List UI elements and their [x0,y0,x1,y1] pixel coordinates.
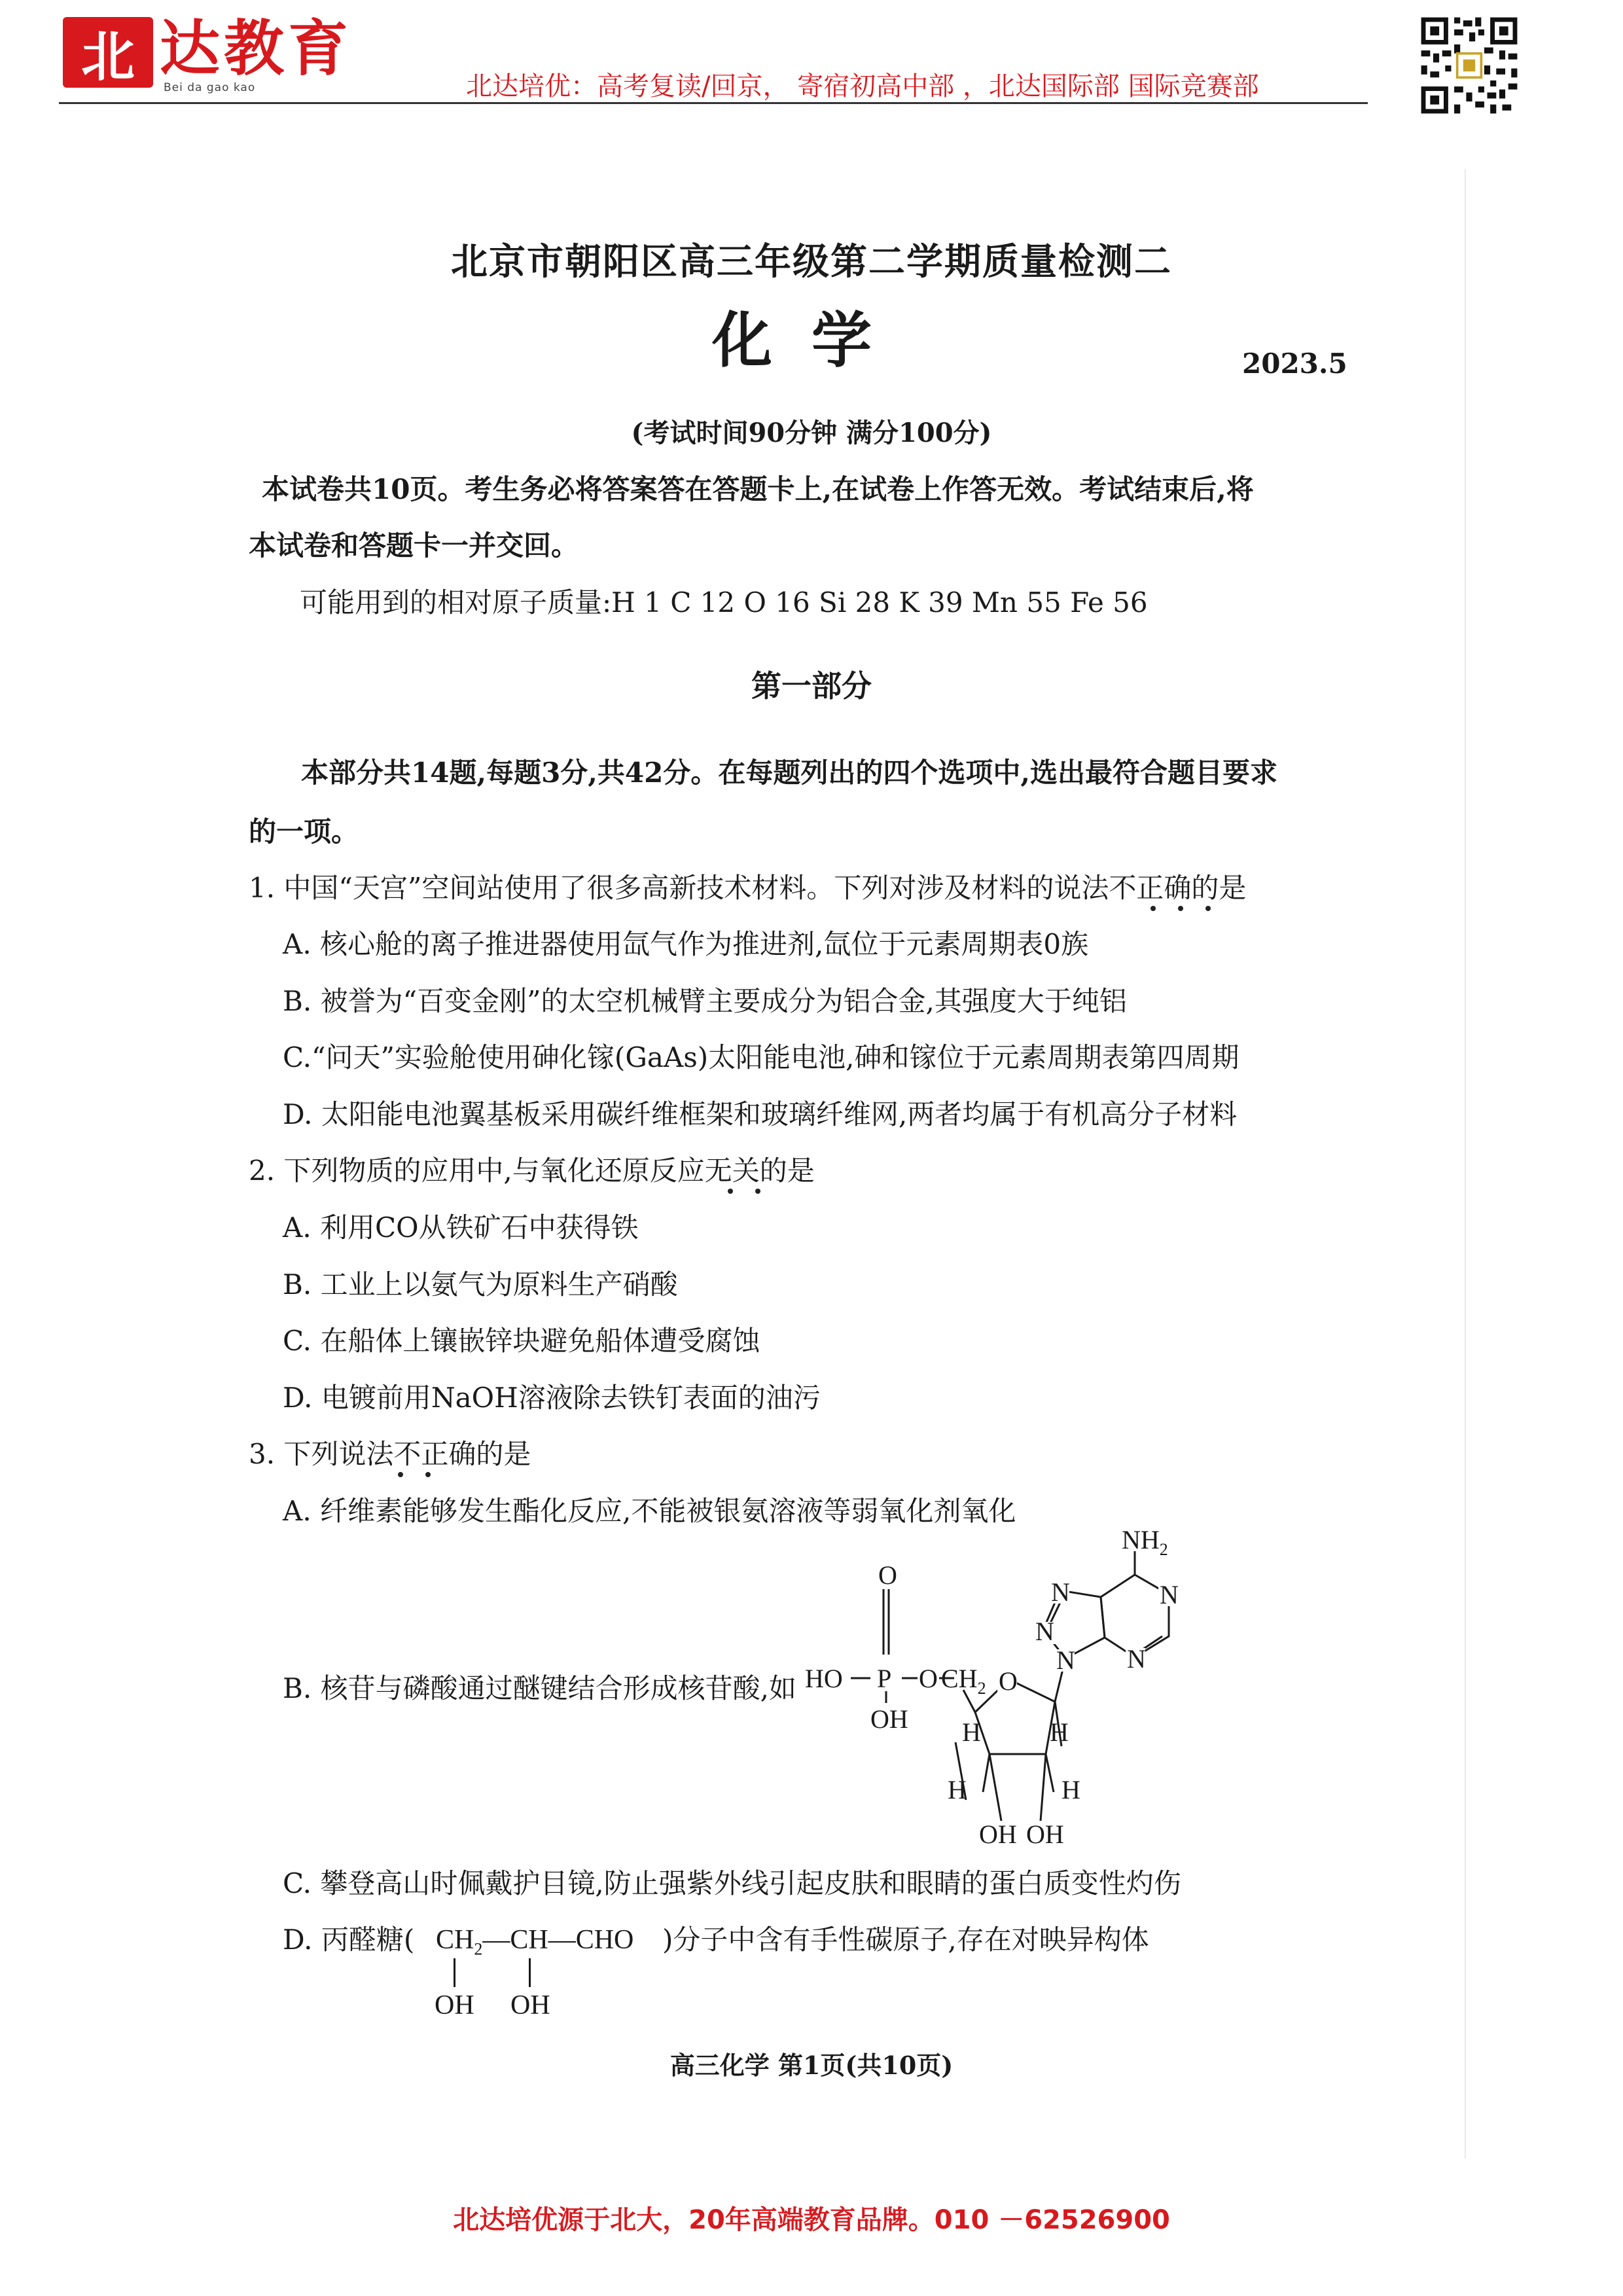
header-slogan: 北达培优：高考复读/回京， 寄宿初高中部 ，北达国际部 国际竞赛部 [466,71,1259,101]
question-2-stem: 2. 下列物质的应用中,与氧化还原反应无关的是 [249,1155,815,1187]
question-1-option-b[interactable]: B. 被誉为“百变金刚”的太空机械臂主要成分为铝合金,其强度大于纯铝 [283,985,1127,1017]
exam-title: 北京市朝阳区高三年级第二学期质量检测二 [451,240,1172,283]
part-description-1: 本部分共14题,每题3分,共42分。在每题列出的四个选项中,选出最符合题目要求 [301,757,1277,789]
ch2-ring-bond [963,1690,975,1712]
struct-n: N [1035,1617,1054,1646]
question-1-stem: 1. 中国“天宫”空间站使用了很多高新技术材料。下列对涉及材料的说法不正确的是 [249,872,1247,904]
struct-oh-p: OH [870,1704,908,1734]
struct-ho: HO [805,1664,843,1693]
emphasis-dot [1150,906,1156,911]
h-bond [1046,1754,1054,1792]
logo-text: 达教育 [160,13,353,84]
emphasis-dot [1178,906,1183,911]
logo-badge: 北 [63,17,153,88]
question-3-option-d-suffix: )分子中含有手性碳原子,存在对映异构体 [662,1924,1149,1956]
oh-bond [990,1754,1001,1821]
question-1-option-c[interactable]: C.“问天”实验舱使用砷化镓(GaAs)太阳能电池,砷和镓位于元素周期表第四周期 [283,1041,1240,1073]
question-3-option-c[interactable]: C. 攀登高山时佩戴护目镜,防止强紫外线引起皮肤和眼睛的蛋白质变性灼伤 [283,1867,1181,1899]
footer-advert: 北达培优源于北大，20年高端教育品牌。010 －62526900 [453,2205,1170,2235]
emphasis-dot [1205,906,1211,911]
struct-n: N [1127,1644,1146,1674]
glyceraldehyde-formula: $CH_2—CH—CHO$ [436,1925,634,1959]
logo-subtitle: Bei da gao kao [164,81,256,94]
scan-edge [1465,169,1466,2159]
question-2-option-c[interactable]: C. 在船体上镶嵌锌块避免船体遭受腐蚀 [283,1325,760,1357]
struct-nh2: $NH_2$ [1122,1525,1168,1559]
struct-h: H [962,1717,981,1747]
question-2-option-b[interactable]: B. 工业上以氨气为原料生产硝酸 [283,1268,678,1300]
h-bond [983,1754,990,1792]
page-footer: 高三化学 第1页(共10页) [669,2051,954,2080]
struct-h: H [1061,1775,1080,1804]
emphasis-dot [755,1189,760,1194]
emphasis-dot [728,1189,733,1194]
struct-oh-3: OH [1026,1820,1064,1849]
question-3-option-a[interactable]: A. 纤维素能够发生酯化反应,不能被银氨溶液等弱氧化剂氧化 [283,1495,1016,1527]
atomic-masses: 可能用到的相对原子质量:H 1 C 12 O 16 Si 28 K 39 Mn 55 Fe 56 [300,586,1148,619]
struct-n: N [1056,1645,1075,1675]
struct-o-top: O [878,1560,897,1590]
instructions-line-2: 本试卷和答题卡一并交回。 [249,529,579,562]
question-2-option-d[interactable]: D. 电镀前用NaOH溶液除去铁钉表面的油污 [283,1382,821,1414]
struct-h: H [1050,1717,1069,1747]
subject-title: 化学 [711,305,911,376]
struct-ring-o: O [999,1666,1018,1696]
formula-oh: OH [510,1990,550,2020]
formula-bond [529,1958,531,1987]
part-heading: 第一部分 [751,668,872,704]
qr-code-icon[interactable] [1414,14,1525,117]
exam-date: 2023.5 [1242,348,1347,380]
emphasis-dot [398,1472,403,1477]
struct-n: N [1160,1580,1179,1609]
question-2-option-a[interactable]: A. 利用CO从铁矿石中获得铁 [283,1211,639,1244]
struct-oh-2: OH [979,1820,1017,1849]
part-description-2: 的一项。 [249,816,359,848]
oh-bond [1041,1754,1046,1821]
emphasis-dot [425,1472,431,1477]
formula-bond [454,1958,455,1987]
nucleotide-structure [805,1525,1250,1859]
struct-o-link: O [919,1664,938,1693]
struct-h: H [948,1775,967,1804]
struct-ch2: $CH_2$ [941,1664,986,1698]
question-3-option-d[interactable]: D. 丙醛糖( [283,1924,415,1956]
exam-duration-info: (考试时间90分钟 满分100分) [631,418,992,448]
formula-oh: OH [435,1990,474,2020]
question-3-stem: 3. 下列说法不正确的是 [249,1438,531,1470]
header-divider [59,102,1368,104]
struct-p: P [877,1664,892,1693]
instructions-line-1: 本试卷共10页。考生务必将答案答在答题卡上,在试卷上作答无效。考试结束后,将 [262,473,1254,505]
question-1-option-a[interactable]: A. 核心舱的离子推进器使用氙气作为推进剂,氙位于元素周期表0族 [283,928,1089,960]
question-1-option-d[interactable]: D. 太阳能电池翼基板采用碳纤维框架和玻璃纤维网,两者均属于有机高分子材料 [283,1098,1238,1130]
struct-n: N [1051,1577,1070,1607]
question-3-option-b[interactable]: B. 核苷与磷酸通过醚键结合形成核苷酸,如 [283,1672,796,1704]
